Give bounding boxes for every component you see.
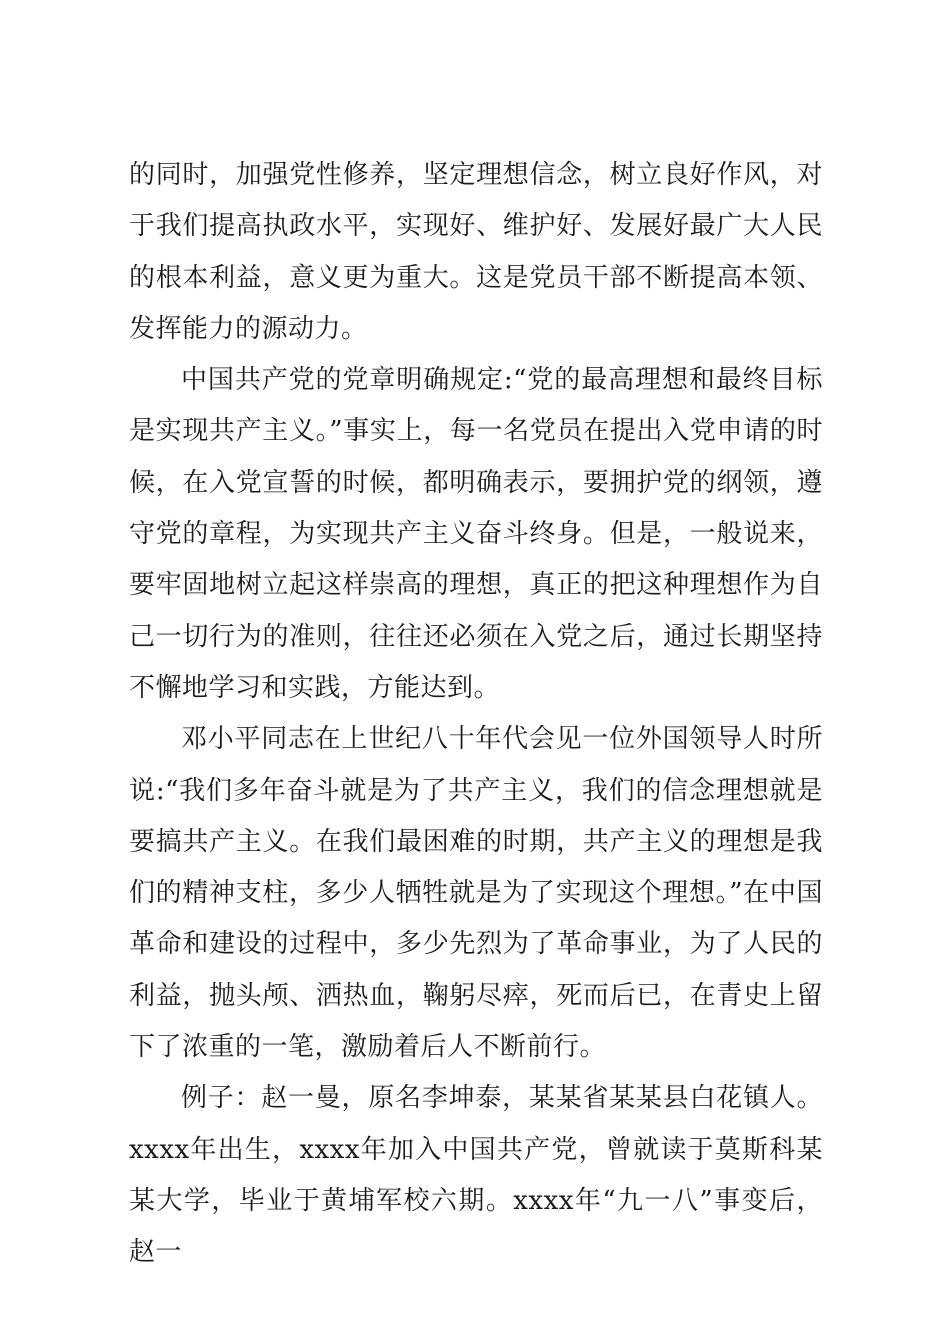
paragraph: 中国共产党的党章明确规定:“党的最高理想和最终目标是实现共产主义。”事实上，每一名党员在提出入党申请的时候，在入党宣誓的时候，都明确表示，要拥护党的纲领，遵守党的章程，为实现共产主义奋斗终身。但是，一般说来，要牢固地树立起这样崇高的理想，真正的把这种理想作为自己一切行为的准则，往往还必须在入党之后，通过长期坚持不懈地学习和实践，方能达到。 — [129, 365, 823, 703]
paragraph: 例子：赵一曼，原名李坤泰，某某省某某县白花镇人。xxxx年出生，xxxx年加入中国共产党，曾就读于莫斯科某某大学，毕业于黄埔军校六期。xxxx年“九一八”事变后，赵一 — [129, 1083, 823, 1268]
paragraph: 邓小平同志在上世纪八十年代会见一位外国领导人时所说:“我们多年奋斗就是为了共产主义，我们的信念理想就是要搞共产主义。在我们最困难的时期，共产主义的理想是我们的精神支柱，多少人牺牲就是为了实现这个理想。”在中国革命和建设的过程中，多少先烈为了革命事业，为了人民的利益，抛头颅、洒热血，鞠躬尽瘁，死而后已，在青史上留下了浓重的一笔，激励着后人不断前行。 — [129, 724, 823, 1063]
paragraph: 的同时，加强党性修养，坚定理想信念，树立良好作风，对于我们提高执政水平，实现好、维护好、发展好最广大人民的根本利益，意义更为重大。这是党员干部不断提高本领、发挥能力的源动力。 — [129, 160, 823, 344]
document-body — [129, 150, 823, 1279]
